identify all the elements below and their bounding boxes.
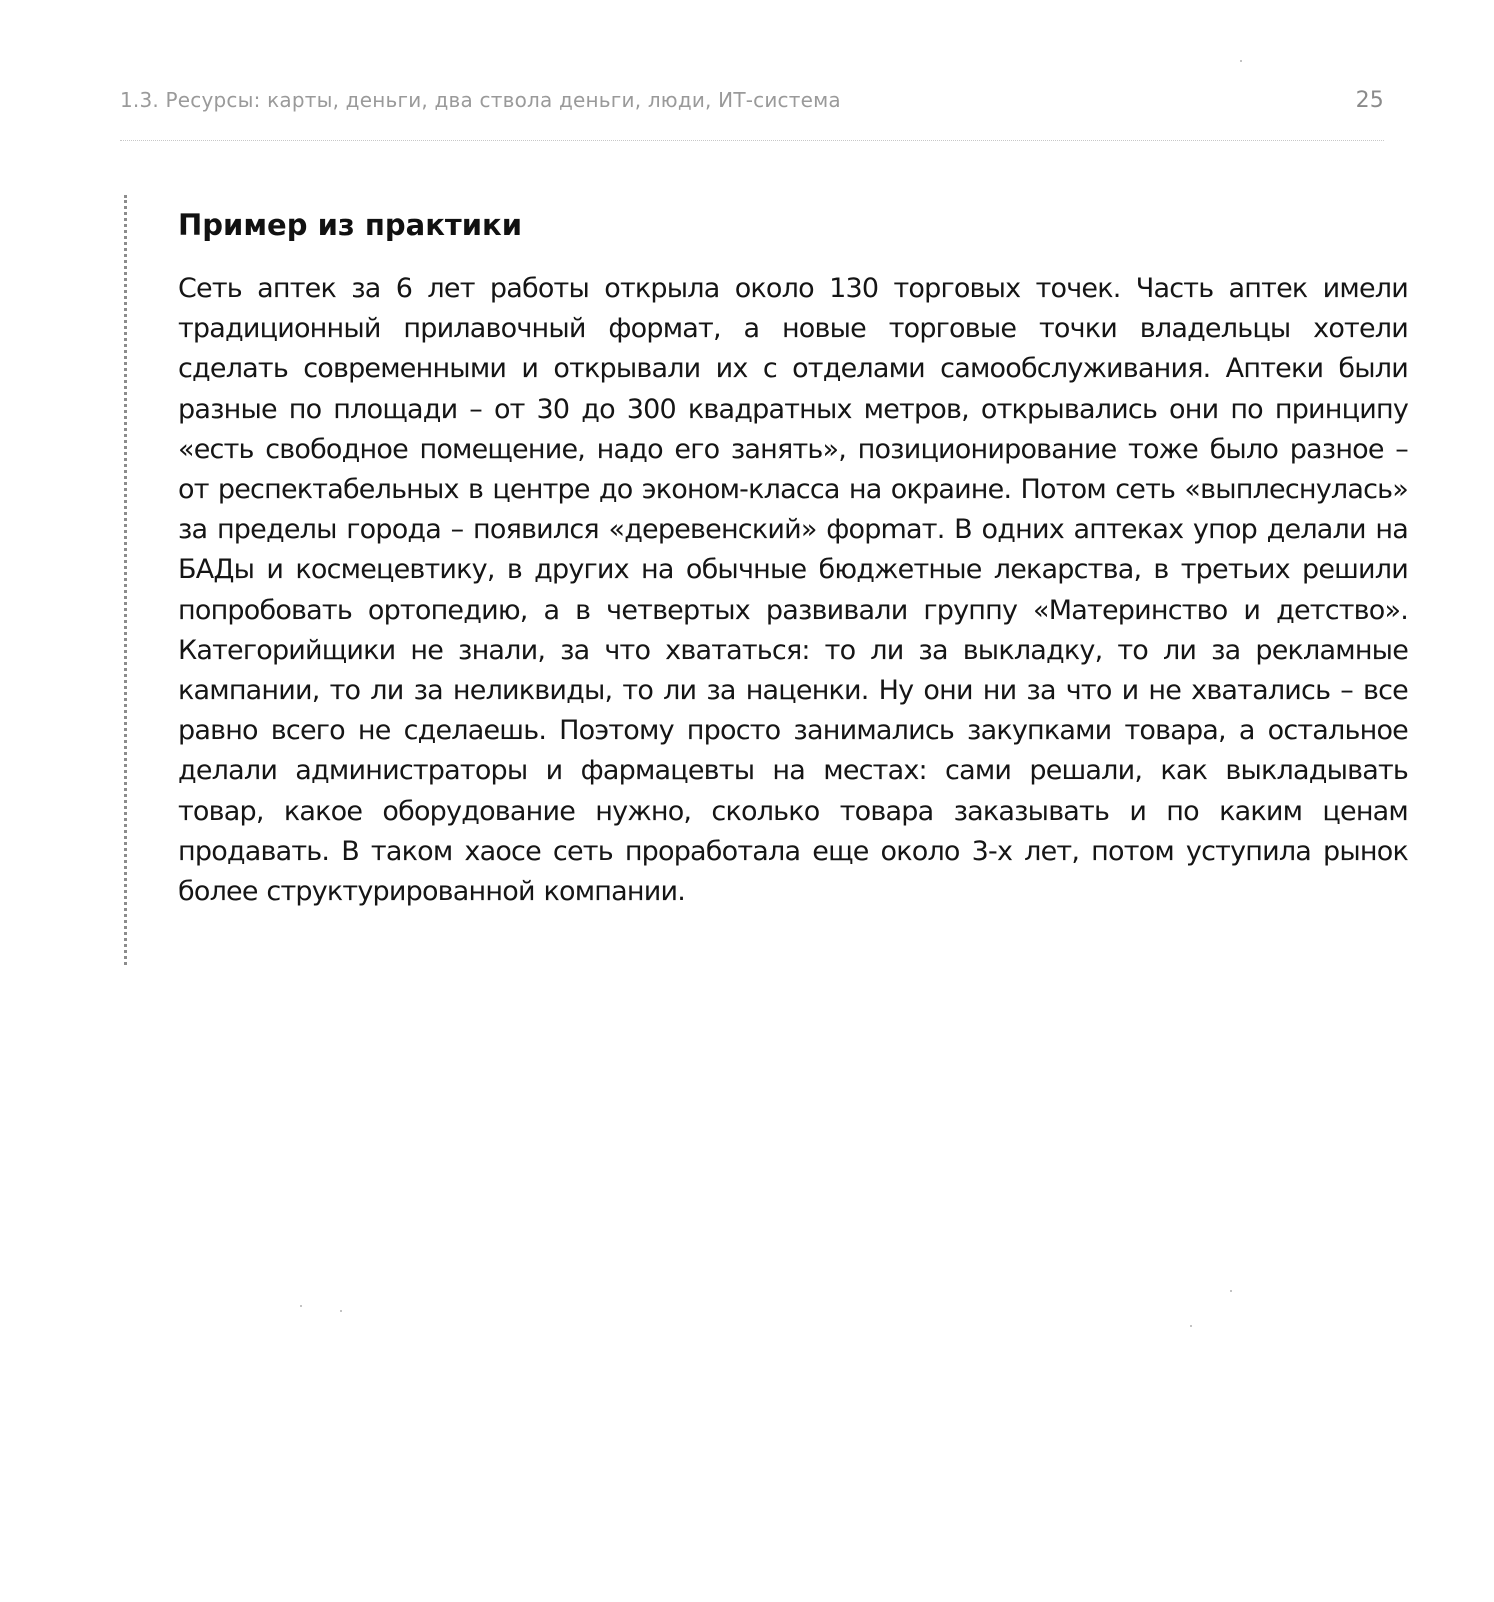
running-header [120, 88, 1384, 118]
practice-example-box [178, 205, 1408, 912]
header-divider [120, 140, 1384, 141]
scan-speck [1240, 60, 1242, 62]
sidebar-dotted-rule [124, 195, 127, 965]
scan-speck [1230, 1290, 1232, 1292]
example-title: Пример из практики [178, 208, 523, 242]
scan-speck [1190, 1325, 1192, 1327]
scan-speck [340, 1310, 342, 1312]
scan-speck [300, 1305, 302, 1307]
running-title: 1.3. Ресурсы: карты, деньги, два ствола деньги, люди, ИТ-система [120, 88, 841, 112]
example-body-text: Сеть аптек за 6 лет работы открыла около 130 торговых точек. Часть аптек имели традиционный прилавочный формат, а новые торговые точки владельцы хотели сделать современными и открывали их с отделами самообслуживания. Аптеки были разные по площади – от 30 до 300 квадратных метров, открывались они по принципу «есть свободное помещение, надо его занять», позиционирование тоже было разное – от респектабельных в центре до эконом-класса на окраине. Потом сеть «выплеснулась» за пределы города – появился «деревенский» форmат. В одних аптеках упор делали на БАДы и космецевтику, в других на обычные бюджетные лекарства, в третьих решили попробовать ортопедию, а в четвертых развивали группу «Материнство и детство». Категорийщики не знали, за что хвататься: то ли за выкладку, то ли за рекламные кампании, то ли за неликвиды, то ли за наценки. Ну они ни за что и не хватались – все равно всего не сделаешь. Поэтому просто занимались закупками товара, а остальное делали администраторы и фармацевты на местах: сами решали, как выкладывать товар, какое оборудование нужно, сколько товара заказывать и по каким ценам продавать. В таком хаосе сеть проработала еще около 3-х лет, потом уступила рынок более структурированной компании. [178, 273, 1408, 908]
page-number: 25 [1355, 88, 1384, 113]
